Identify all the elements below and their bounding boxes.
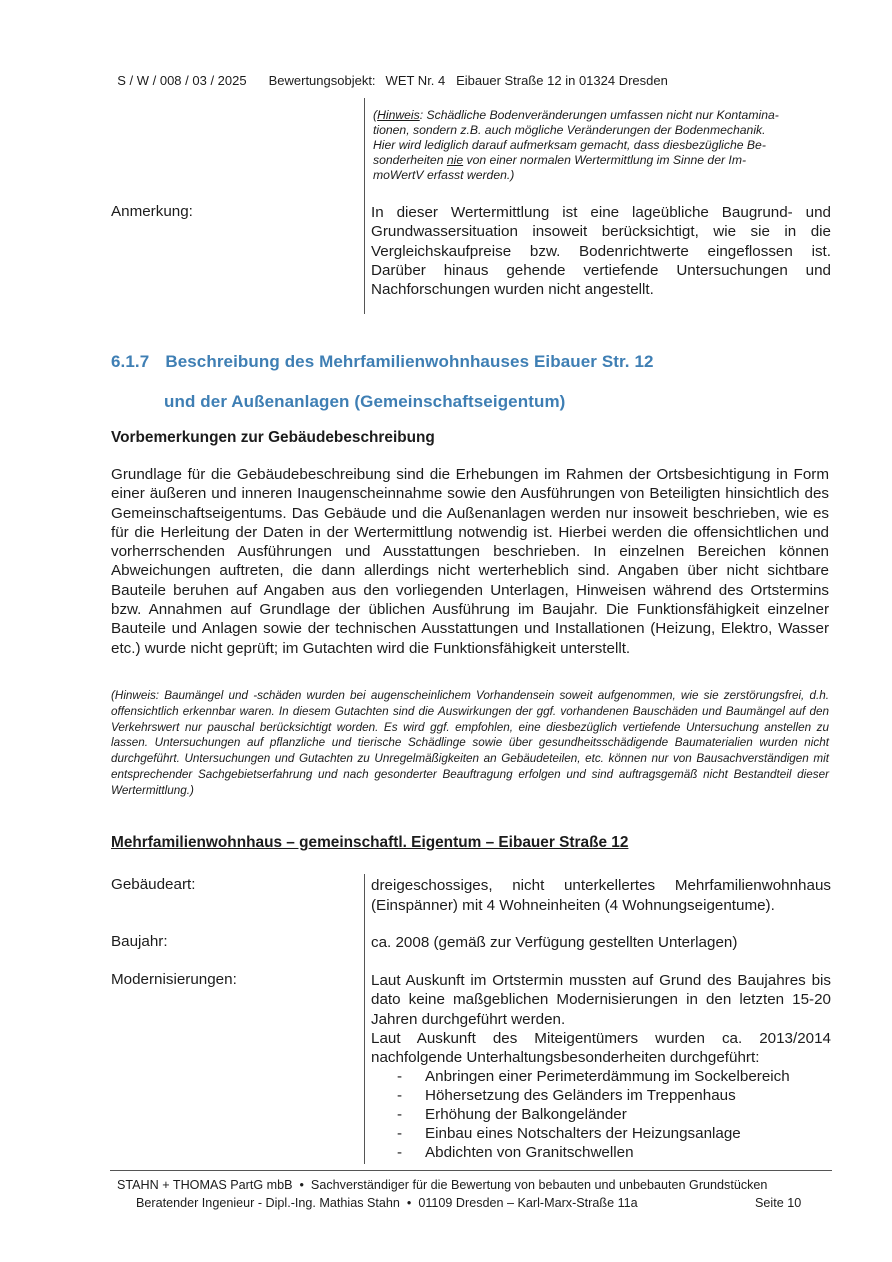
footer-line-2: Beratender Ingenieur - Dipl.-Ing. Mathias Stahn • 01109 Dresden – Karl-Marx-Straße 11a — [136, 1196, 638, 1210]
list-item: - Höhersetzung des Geländers im Treppenhaus — [397, 1087, 736, 1105]
mfh-heading: Mehrfamilienwohnhaus – gemeinschaftl. Eigentum – Eibauer Straße 12 — [111, 834, 629, 851]
page-number: Seite 10 — [755, 1196, 802, 1210]
anmerkung-label: Anmerkung: — [111, 203, 193, 220]
modernisierungen-text-1: Laut Auskunft im Ortstermin mussten auf Grund des Baujahres bis dato keine maßgeblichen Modernisierungen in den letzten 15-20 Jahren durchgeführt werden. — [371, 972, 831, 1028]
vorbemerkungen-text: Grundlage für die Gebäudebeschreibung sind die Erhebungen im Rahmen der Ortsbesichtigung in Form einer äußeren und inneren Inaugenscheinnahme sowie den Ausführungen von Beteiligten hinsichtlich des Gemeinschaftseigentums. Das Gebäude und die Außenanlagen werden nur insoweit beschrieben, wie es für die Herleitung der Daten in der Wertermittlung notwendig ist. Hierbei werden die offensichtlichen und vorherrschenden Ausführungen und Ausstattungen beschrieben. In einzelnen Bereichen können Abweichungen auftreten, die dann allerdings nicht werterheblich sind. Angaben über nicht sichtbare Bauteile beruhen auf Angaben aus den vorliegenden Unterlagen, Hinweisen während des Ortstermins bzw. Annahmen auf Grundlage der üblichen Ausführung im Baujahr. Die Funktionsfähigkeit einzelner Bauteile und Anlagen sowie der technischen Ausstattungen und Installationen (Heizung, Elektro, Wasser etc.) wurde nicht geprüft; im Gutachten wird die Funktionsfähigkeit unterstellt. — [111, 466, 829, 657]
document-reference: S / W / 008 / 03 / 2025 — [117, 73, 247, 88]
list-item: - Einbau eines Notschalters der Heizungsanlage — [397, 1125, 741, 1143]
soil-hint: (Hinweis: Schädliche Bodenveränderungen umfassen nicht nur Kontamina- tionen, sondern z.B. auch mögliche Veränderungen der Bodenmechanik. Hier wird lediglich darauf aufmerksam gemacht, dass diesbezügliche Be- sonderheiten nie von einer normalen Wertermittlung im Sinne der Im- moWertV erfasst werden.) — [373, 108, 779, 182]
modernisierungen-text-2: Laut Auskunft des Miteigentümers wurden ca. 2013/2014 nachfolgende Unterhaltungsbesonderheiten durchgeführt: — [371, 1029, 831, 1067]
baujahr-value: ca. 2008 (gemäß zur Verfügung gestellten Unterlagen) — [371, 934, 738, 951]
table-divider-top — [364, 98, 365, 314]
vorbemerkungen-heading: Vorbemerkungen zur Gebäudebeschreibung — [111, 429, 435, 446]
list-item: - Erhöhung der Balkongeländer — [397, 1106, 627, 1124]
section-heading — [111, 352, 654, 372]
object-label: Bewertungsobjekt: — [268, 73, 376, 88]
footer-line-1: STAHN + THOMAS PartG mbB • Sachverständiger für die Bewertung von bebauten und unbebauten Grundstücken — [117, 1178, 768, 1192]
section-title-line2: und der Außenanlagen (Gemeinschaftseigentum) — [164, 392, 566, 411]
modernisierungen-block — [371, 971, 831, 1162]
section-title-line1: Beschreibung des Mehrfamilienwohnhauses Eibauer Str. 12 — [165, 352, 654, 371]
baujahr-label: Baujahr: — [111, 933, 168, 950]
anmerkung-text: In dieser Wertermittlung ist eine lageübliche Baugrund- und Grundwassersituation insoweit berücksichtigt, wie sie in die Vergleichskaufpreise bzw. Bodenrichtwerte eingeflossen ist. Darüber hinaus gehende vertiefende Untersuchungen und Nachforschungen wurden nicht angestellt. — [371, 204, 831, 299]
gebaeudeart-value: dreigeschossiges, nicht unterkellertes Mehrfamilienwohnhaus (Einspänner) mit 4 Wohneinheiten (4 Wohnungseigentume). — [371, 877, 831, 914]
table-divider-bottom — [364, 874, 365, 1164]
modernisierungen-label: Modernisierungen: — [111, 971, 237, 988]
gebaeudeart-label: Gebäudeart: — [111, 876, 196, 893]
page-header — [110, 58, 668, 88]
list-item: - Anbringen einer Perimeterdämmung im Sockelbereich — [397, 1068, 790, 1086]
modernisierungen-list — [371, 1067, 831, 1162]
footer-divider — [110, 1170, 832, 1171]
section-number: 6.1.7 — [111, 352, 150, 371]
list-item: - Abdichten von Granitschwellen — [397, 1144, 634, 1162]
vorbemerkungen-hint: (Hinweis: Baumängel und -schäden wurden bei augenscheinlichem Vorhandensein soweit aufgenommen, wie sie zerstörungsfrei, d.h. offensichtlich erkennbar waren. In diesem Gutachten sind die Auswirkungen der ggf. vorhandenen Bauschäden und Baumängel auf den Verkehrswert nur pauschal berücksichtigt worden. Es wird ggf. empfohlen, eine diesbezüglich vertiefende Untersuchung anstellen zu lassen. Untersuchungen auf pflanzliche und tierische Schädlinge sowie über gesundheitsschädigende Baumaterialien wurden nicht durchgeführt. Untersuchungen und Gutachten zu Unregelmäßigkeiten an Gebäudeteilen, etc. können nur von Bausachverständigen mit entsprechender Sachgebietserfahrung und nach gesonderter Beauftragung erfolgen und sind auftragsgemäß nicht Bestandteil dieser Wertermittlung.) — [111, 689, 829, 797]
object-address: WET Nr. 4 Eibauer Straße 12 in 01324 Dresden — [385, 73, 668, 88]
